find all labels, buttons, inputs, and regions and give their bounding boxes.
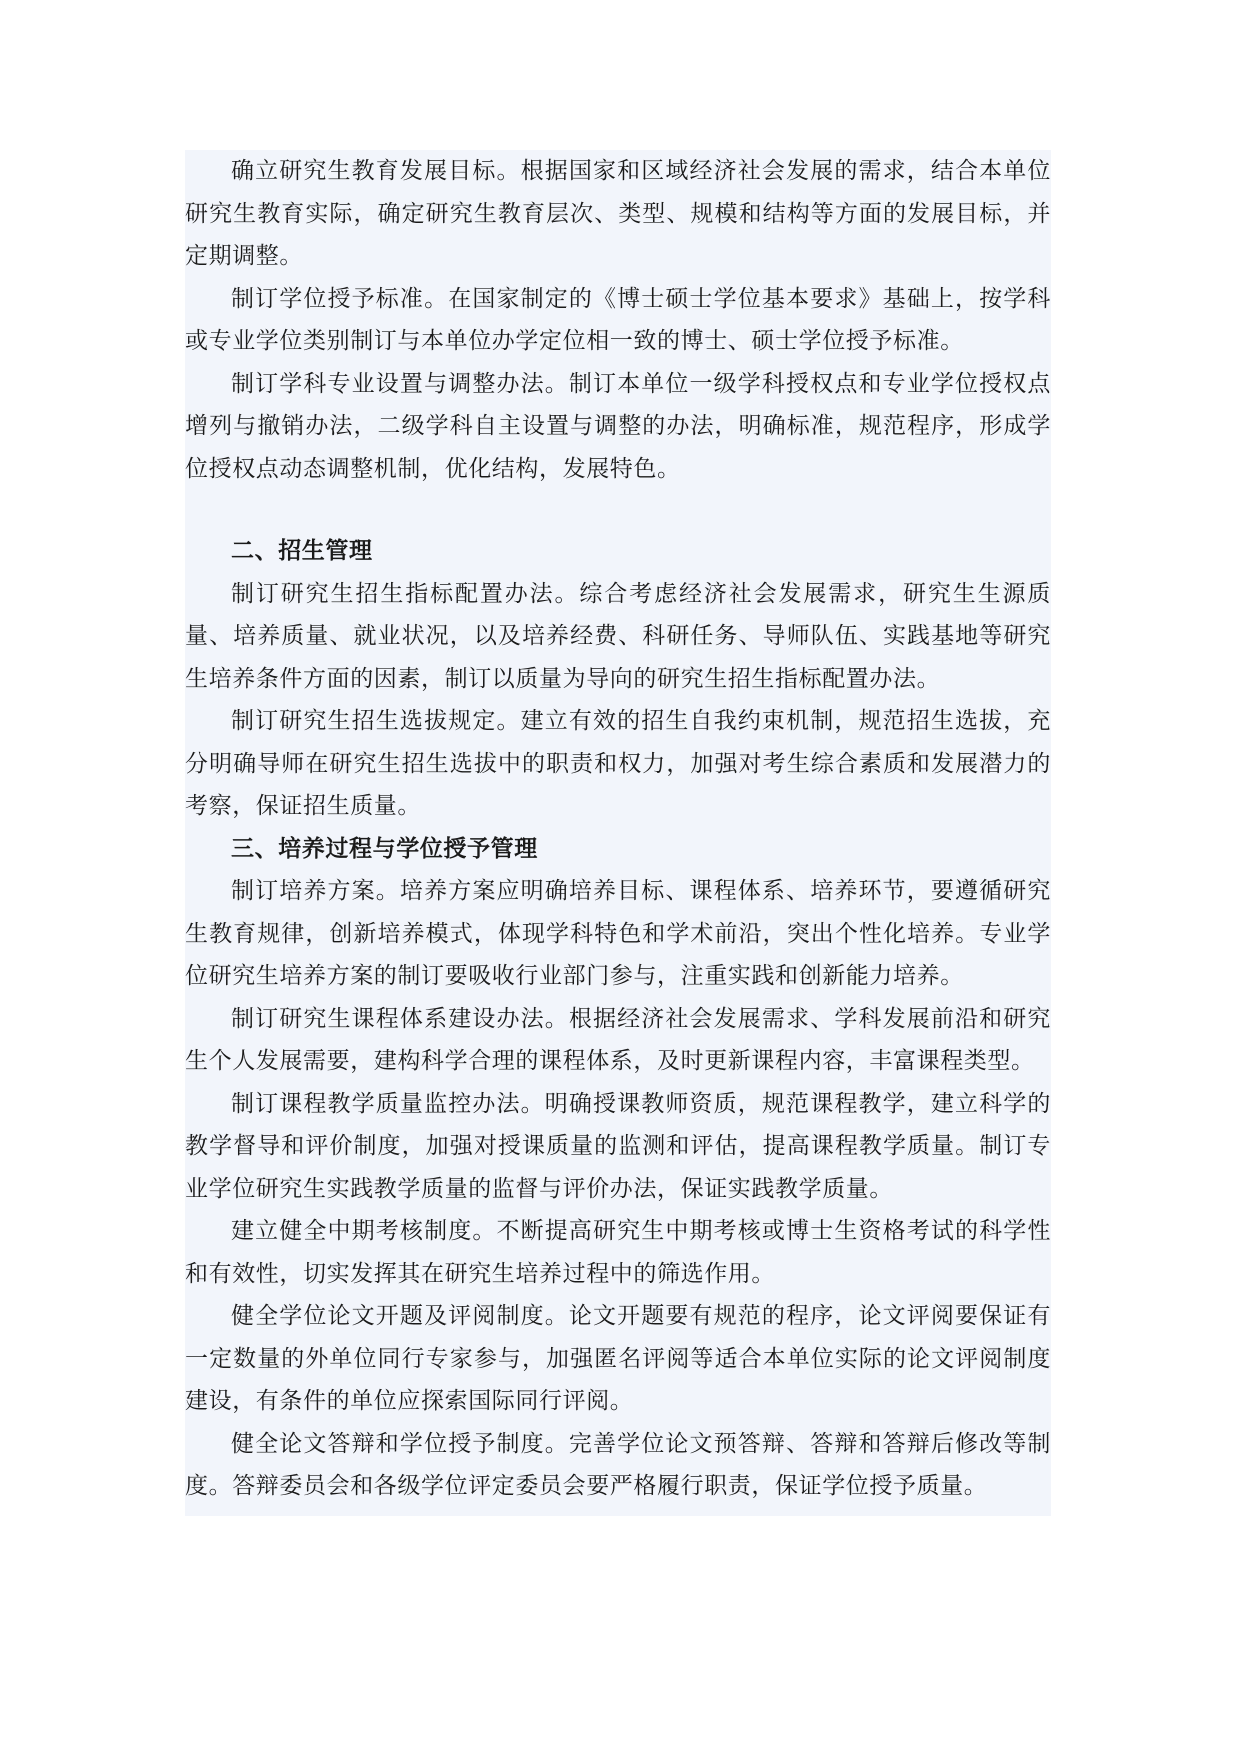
paragraph-midterm-assessment: 建立健全中期考核制度。不断提高研究生中期考核或博士生资格考试的科学性和有效性，切实发挥其在研究生培养过程中的筛选作用。 xyxy=(185,1218,1051,1287)
section-heading-training-degree: 三、培养过程与学位授予管理 xyxy=(231,834,538,862)
paragraph-admission-selection: 制订研究生招生选拔规定。建立有效的招生自我约束机制，规范招生选拔，充分明确导师在研究生招生选拔中的职责和权力，加强对考生综合素质和发展潜力的考察，保证招生质量。 xyxy=(185,708,1051,819)
paragraph-defense-degree: 健全论文答辩和学位授予制度。完善学位论文预答辩、答辩和答辩后修改等制度。答辩委员会和各级学位评定委员会要严格履行职责，保证学位授予质量。 xyxy=(185,1430,1051,1499)
paragraph-development-goals: 确立研究生教育发展目标。根据国家和区域经济社会发展的需求，结合本单位研究生教育实际，确定研究生教育层次、类型、规模和结构等方面的发展目标，并定期调整。 xyxy=(185,158,1051,269)
paragraph-teaching-quality: 制订课程教学质量监控办法。明确授课教师资质，规范课程教学，建立科学的教学督导和评价制度，加强对授课质量的监测和评估，提高课程教学质量。制订专业学位研究生实践教学质量的监督与评价办法，保证实践教学质量。 xyxy=(185,1090,1051,1202)
paragraph-discipline-adjustment: 制订学科专业设置与调整办法。制订本单位一级学科授权点和专业学位授权点增列与撤销办法，二级学科自主设置与调整的办法，明确标准，规范程序，形成学位授权点动态调整机制，优化结构，发展特色。 xyxy=(185,370,1051,482)
paragraph-training-plan: 制订培养方案。培养方案应明确培养目标、课程体系、培养环节，要遵循研究生教育规律，创新培养模式，体现学科特色和学术前沿，突出个性化培养。专业学位研究生培养方案的制订要吸收行业部门参与，注重实践和创新能力培养。 xyxy=(185,878,1051,989)
paragraph-degree-standards: 制订学位授予标准。在国家制定的《博士硕士学位基本要求》基础上，按学科或专业学位类别制订与本单位办学定位相一致的博士、硕士学位授予标准。 xyxy=(185,285,1051,354)
document-body xyxy=(185,150,1051,1508)
paragraph-admission-quota: 制订研究生招生指标配置办法。综合考虑经济社会发展需求，研究生生源质量、培养质量、就业状况，以及培养经费、科研任务、导师队伍、实践基地等研究生培养条件方面的因素，制订以质量为导向的研究生招生指标配置办法。 xyxy=(185,580,1051,692)
paragraph-curriculum-system: 制订研究生课程体系建设办法。根据经济社会发展需求、学科发展前沿和研究生个人发展需要，建构科学合理的课程体系，及时更新课程内容，丰富课程类型。 xyxy=(185,1005,1051,1074)
section-heading-admissions: 二、招生管理 xyxy=(231,537,373,564)
paragraph-thesis-review: 健全学位论文开题及评阅制度。论文开题要有规范的程序，论文评阅要保证有一定数量的外单位同行专家参与，加强匿名评阅等适合本单位实际的论文评阅制度建设，有条件的单位应探索国际同行评阅。 xyxy=(185,1303,1051,1414)
